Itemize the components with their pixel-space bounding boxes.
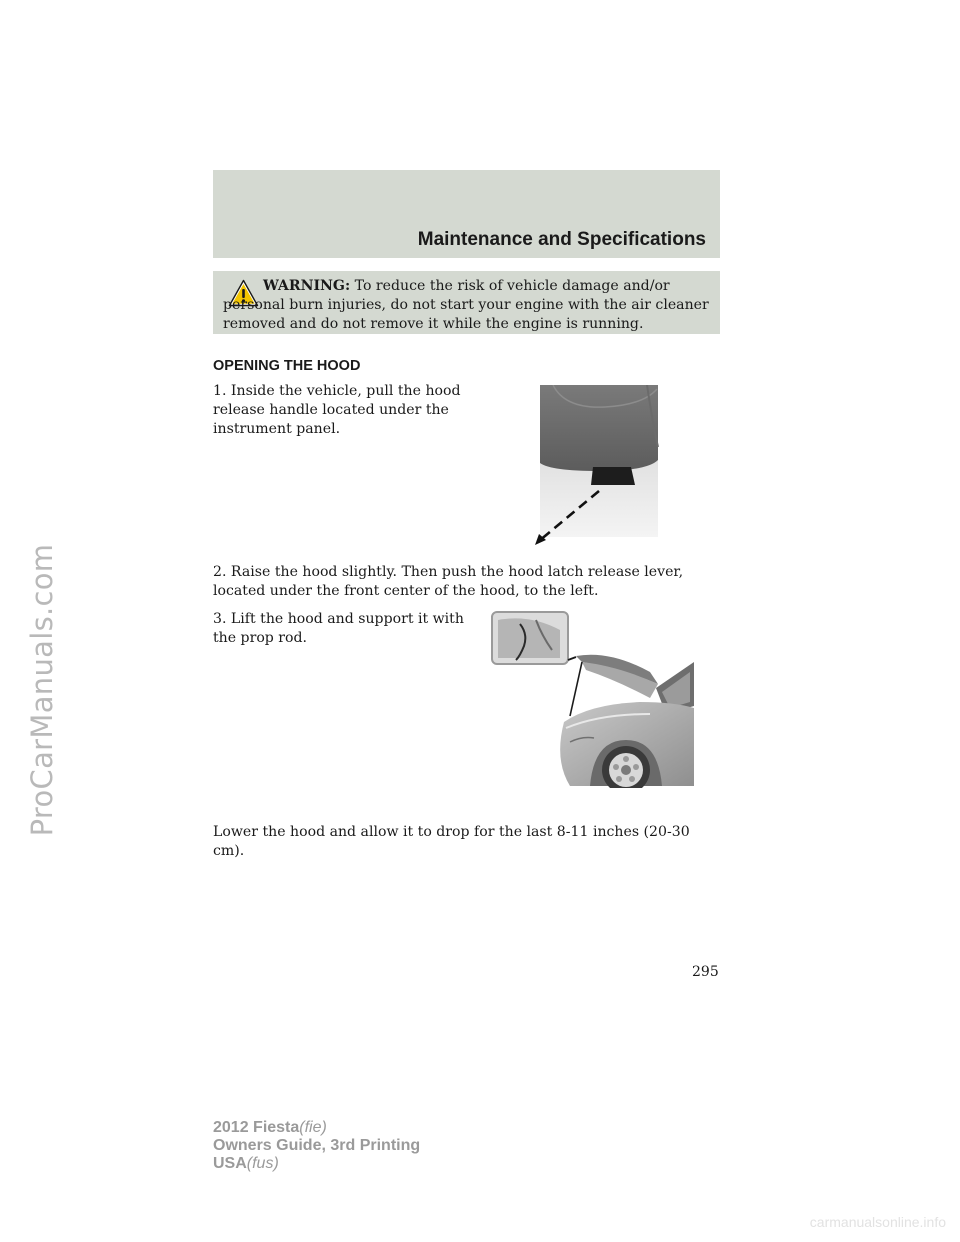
warning-label: WARNING: [263, 278, 351, 294]
site-credit-watermark: carmanualsonline.info [809, 1214, 946, 1230]
warning-box [213, 271, 720, 334]
step-3-text: 3. Lift the hood and support it with the prop rod. [213, 611, 464, 646]
section-heading: OPENING THE HOOD [213, 358, 361, 374]
footer-guide: Owners Guide, 3rd Printing [213, 1137, 421, 1154]
warning-text [223, 277, 713, 334]
section-header-band [213, 170, 720, 258]
footer-market-code: (fus) [246, 1155, 279, 1172]
footer-model: 2012 Fiesta [213, 1119, 300, 1136]
hood-release-handle-illustration [535, 385, 663, 547]
page-number: 295 [692, 964, 719, 980]
side-watermark [0, 0, 80, 1242]
warning-body: To reduce the risk of vehicle damage and/or personal burn injuries, do not start your engine with the air cleaner removed and do not remove it while the engine is running. [223, 278, 709, 332]
watermark-text: ProCarManuals.com [25, 543, 59, 837]
hood-prop-rod-illustration [490, 610, 696, 788]
footer-market: USA [213, 1155, 247, 1172]
step-1-text: 1. Inside the vehicle, pull the hood release handle located under the instrument panel. [213, 383, 461, 437]
document-footer [213, 1119, 420, 1173]
section-title: Maintenance and Specifications [417, 229, 706, 250]
step-2-text: 2. Raise the hood slightly. Then push the hood latch release lever, located under the front center of the hood, to the left. [213, 564, 684, 599]
footer-model-code: (fie) [299, 1119, 327, 1136]
closing-text: Lower the hood and allow it to drop for the last 8-11 inches (20-30 cm). [213, 824, 690, 859]
